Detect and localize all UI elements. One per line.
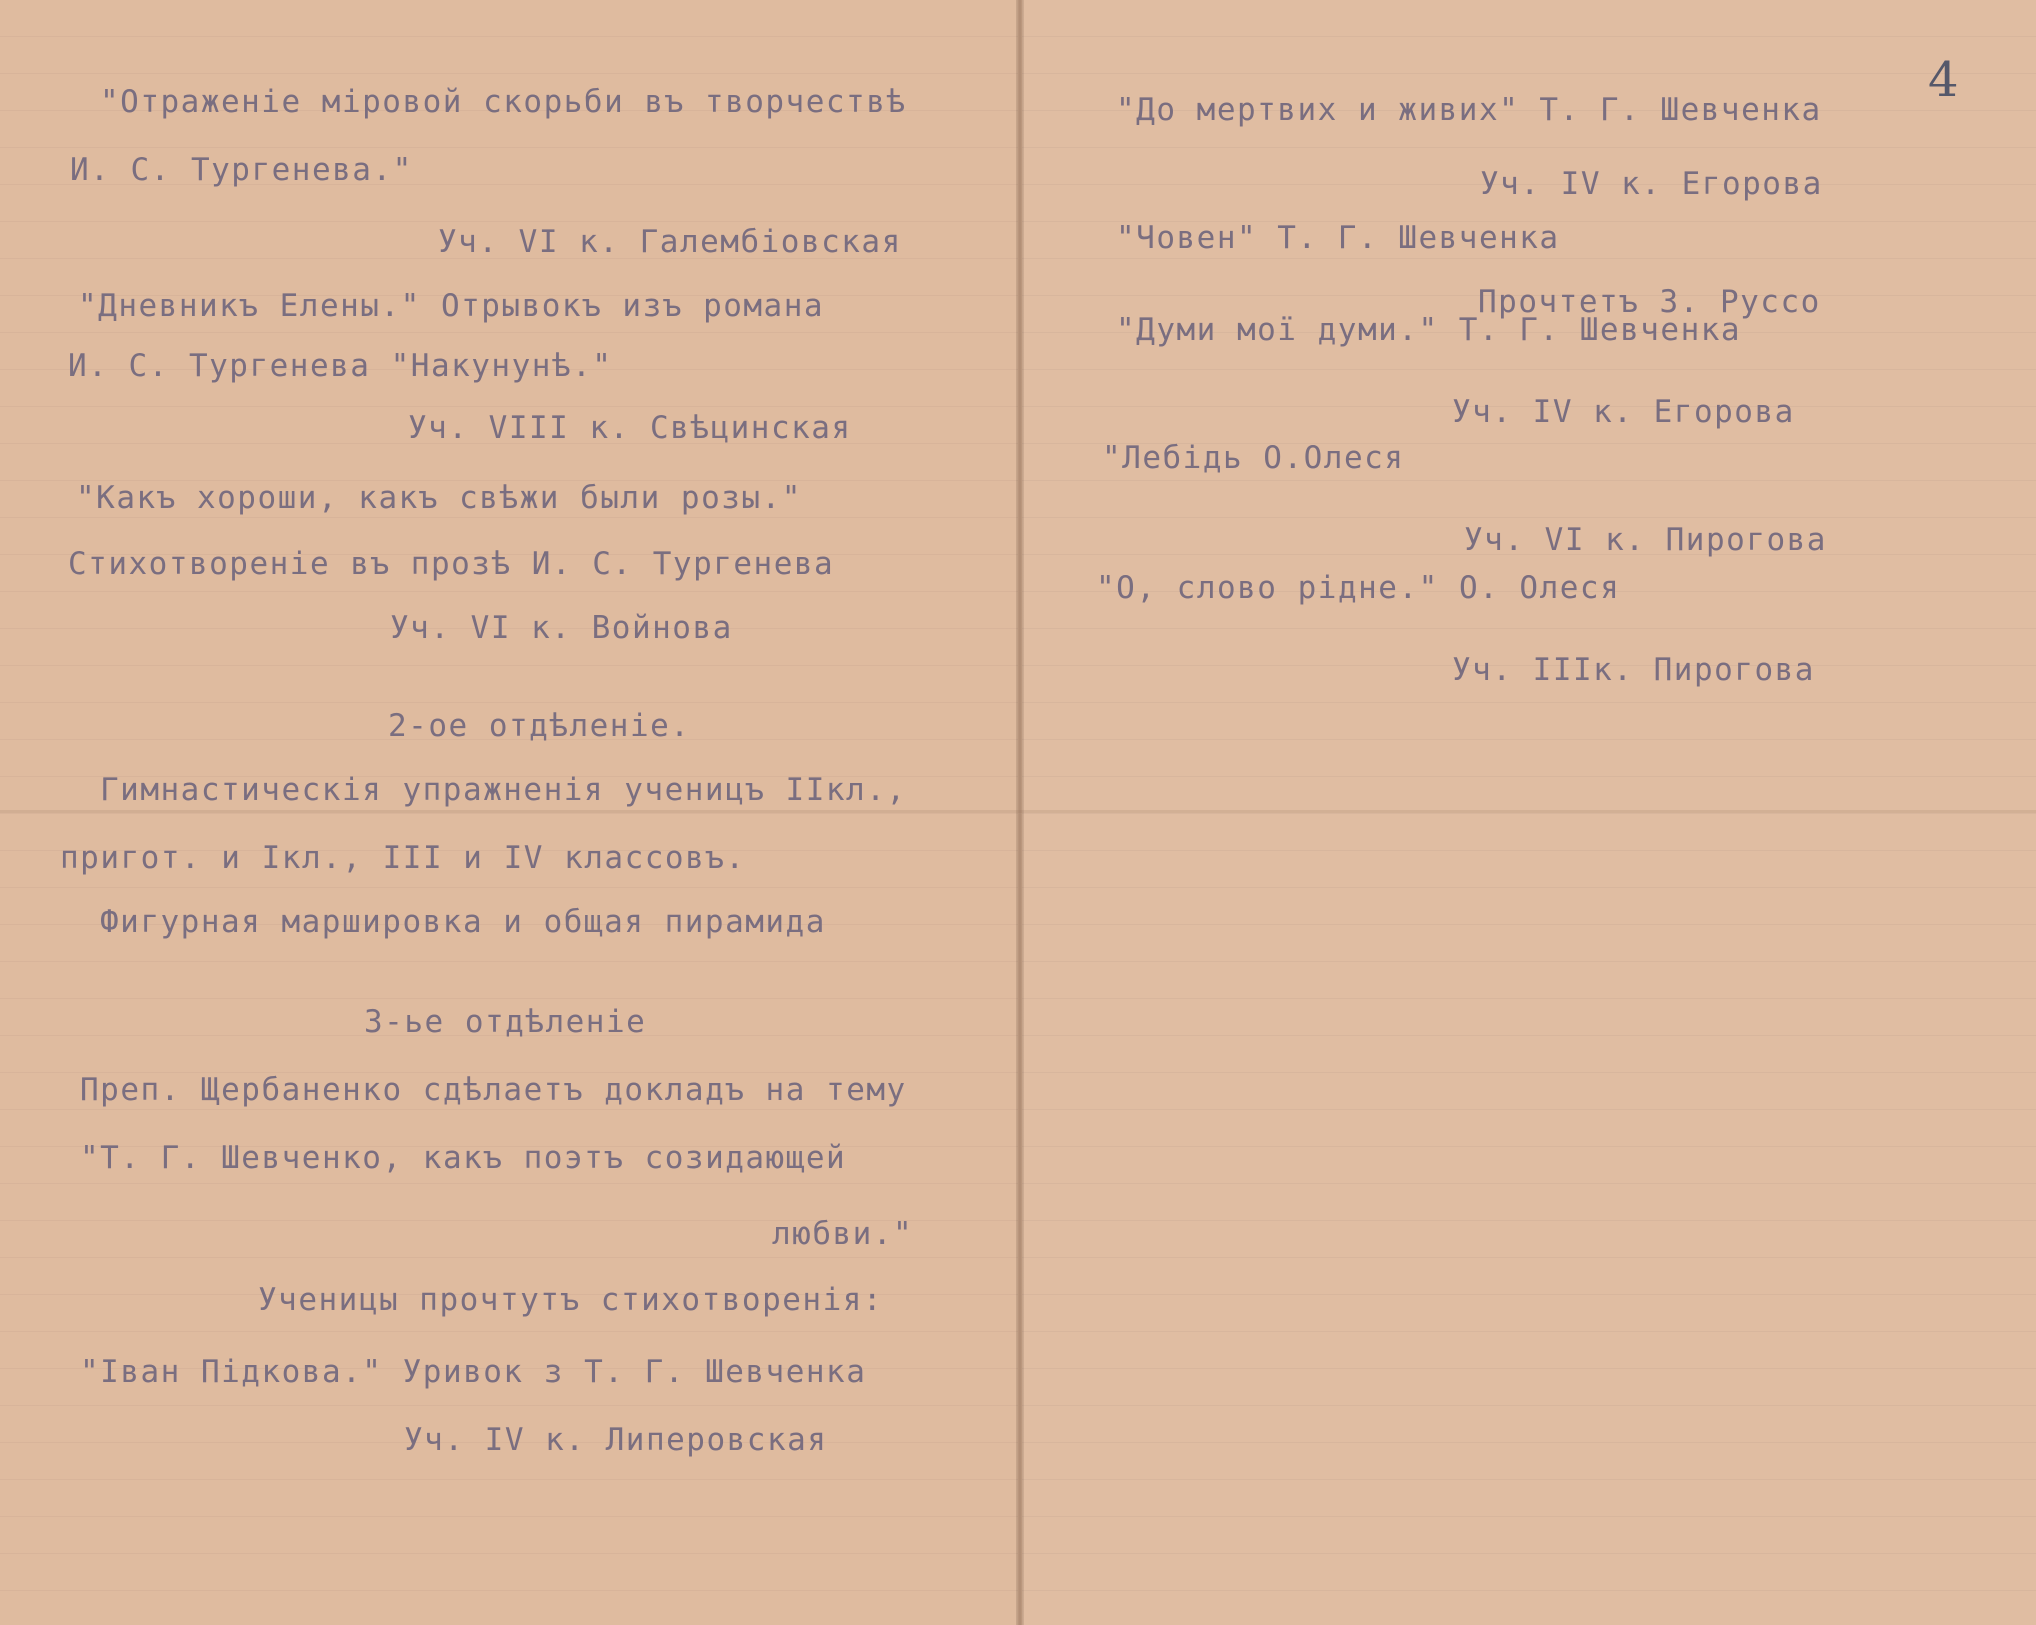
- text-line: "Думи мої думи." Т. Г. Шевченка: [1116, 312, 1742, 348]
- text-line: Гимнастическія упражненія ученицъ IIкл.,: [100, 772, 907, 808]
- horizontal-crease: [0, 810, 2036, 813]
- text-line: "Лебідь О.Олеся: [1102, 440, 1405, 476]
- text-line: И. С. Тургенева.": [70, 152, 413, 188]
- text-line: Ученицы прочтутъ стихотворенія:: [258, 1282, 884, 1318]
- text-line: Уч. VI к. Галембіовская: [438, 224, 902, 260]
- text-line: "О, слово рідне." О. Олеся: [1096, 570, 1621, 606]
- text-line: "Човен" Т. Г. Шевченка: [1116, 220, 1560, 256]
- text-line: пригот. и Iкл., III и IV классовъ.: [60, 840, 746, 876]
- text-line: Уч. VI к. Пирогова: [1464, 522, 1827, 558]
- text-line: Уч. IIIк. Пирогова: [1452, 652, 1815, 688]
- section-heading: 2-ое отдѣленіе.: [388, 708, 691, 744]
- text-line: Стихотвореніе въ прозѣ И. С. Тургенева: [68, 546, 835, 582]
- text-line: Уч. VI к. Войнова: [390, 610, 733, 646]
- text-line: "Отраженіе міровой скорьби въ творчествѣ: [100, 84, 907, 120]
- section-heading: 3-ье отдѣленіе: [364, 1004, 647, 1040]
- handwritten-page-number: 4: [1928, 52, 1959, 108]
- text-line: Преп. Щербаненко сдѣлаетъ докладъ на тему: [80, 1072, 907, 1108]
- text-line: И. С. Тургенева "Накунунѣ.": [68, 348, 613, 384]
- text-line: Уч. IV к. Егорова: [1452, 394, 1795, 430]
- text-line: "Т. Г. Шевченко, какъ поэтъ созидающей: [80, 1140, 847, 1176]
- text-line: Прочтетъ З. Руссо: [1478, 284, 1821, 320]
- text-line: "Какъ хороши, какъ свѣжи были розы.": [76, 480, 802, 516]
- text-line: "Дневникъ Елены." Отрывокъ изъ романа: [78, 288, 825, 324]
- text-line: "Іван Підкова." Уривок з Т. Г. Шевченка: [80, 1354, 867, 1390]
- text-line: "До мертвих и живих" Т. Г. Шевченка: [1116, 92, 1822, 128]
- text-line: Уч. IV к. Егорова: [1480, 166, 1823, 202]
- text-line: Уч. VIII к. Свѣцинская: [408, 410, 852, 446]
- text-line: Фигурная маршировка и общая пирамида: [100, 904, 826, 940]
- text-line: Уч. IV к. Липеровская: [404, 1422, 828, 1458]
- text-line: любви.": [772, 1216, 914, 1252]
